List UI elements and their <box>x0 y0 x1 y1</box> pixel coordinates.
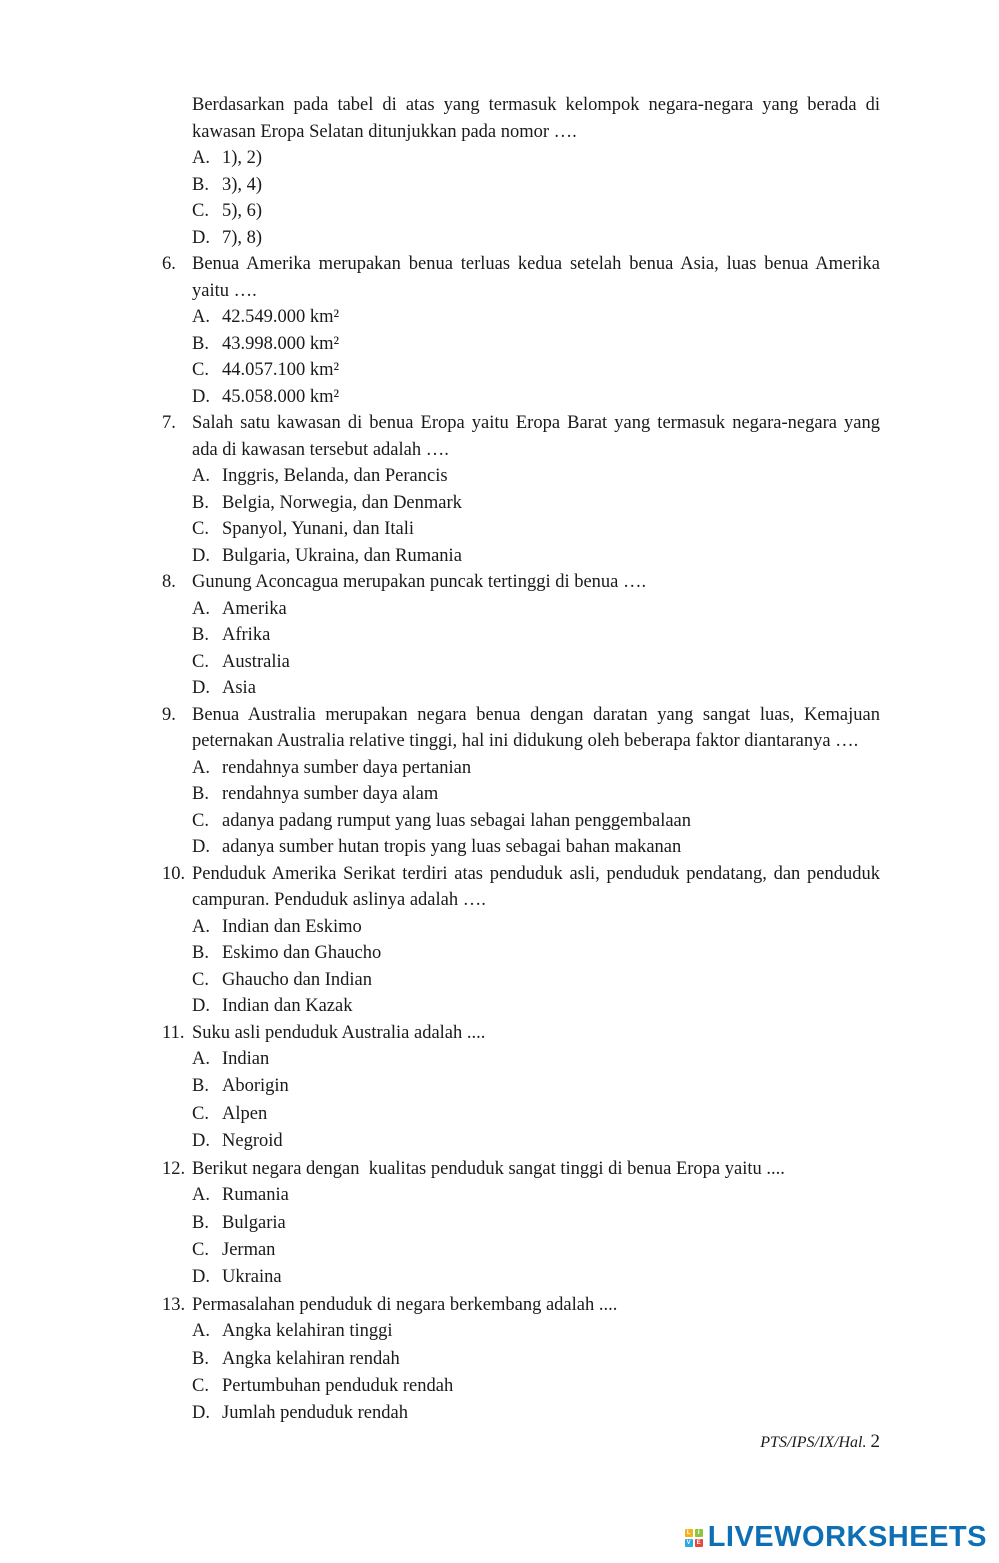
answer-option[interactable]: B. Aborigin <box>192 1076 289 1097</box>
question-13 <box>162 1292 880 1428</box>
question-number: 10. <box>162 863 186 884</box>
question-12 <box>162 1156 880 1292</box>
question-text: 11. Suku asli penduduk Australia adalah .... <box>162 1020 880 1047</box>
answer-option[interactable]: A. Inggris, Belanda, dan Perancis <box>192 466 448 486</box>
answer-option[interactable]: C. Spanyol, Yunani, dan Itali <box>192 519 414 539</box>
answer-options <box>162 1318 880 1428</box>
question-7 <box>162 410 880 569</box>
answer-option[interactable]: C. 5), 6) <box>192 201 263 221</box>
answer-option[interactable]: B. Belgia, Norwegia, dan Denmark <box>192 492 462 513</box>
answer-option[interactable]: D. 45.058.000 km² <box>192 386 340 407</box>
question-number: 13. <box>162 1294 186 1315</box>
answer-option[interactable]: B. Eskimo dan Ghaucho <box>192 943 382 963</box>
question-6 <box>162 251 880 410</box>
question-intro <box>162 92 880 251</box>
question-text: 12. Berikut negara dengan kualitas penduduk sangat tinggi di benua Eropa yaitu .... <box>162 1156 880 1183</box>
answer-option[interactable]: D. 7), 8) <box>192 227 263 248</box>
answer-option[interactable]: A. Indian dan Eskimo <box>192 916 362 937</box>
logo-tile: E <box>696 1539 701 1546</box>
answer-options <box>162 304 880 410</box>
answer-option[interactable]: D. Negroid <box>192 1131 283 1152</box>
answer-option[interactable]: D. Bulgaria, Ukraina, dan Rumania <box>192 545 462 566</box>
logo-tile: I <box>695 1529 703 1537</box>
answer-options <box>162 755 880 861</box>
logo-grid-icon <box>685 1529 703 1547</box>
question-number: 12. <box>162 1158 186 1179</box>
answer-option[interactable]: D. Ukraina <box>192 1267 282 1288</box>
question-11 <box>162 1020 880 1156</box>
brand-name: LIVEWORKSHEETS <box>707 1521 987 1553</box>
question-text: Berdasarkan pada tabel di atas yang termasuk kelompok negara-negara yang berada di kawasan Eropa Selatan ditunjukkan pada nomor …. <box>192 95 880 142</box>
question-text: 8. Gunung Aconcagua merupakan puncak tertinggi di benua …. <box>162 569 880 596</box>
question-number: 7. <box>162 413 176 433</box>
page-footer <box>760 1431 880 1453</box>
footer-label: PTS/IPS/IX/Hal <box>760 1434 863 1451</box>
answer-option[interactable]: C. Australia <box>192 651 290 672</box>
answer-option[interactable]: B. Bulgaria <box>192 1212 286 1233</box>
answer-option[interactable]: A. Amerika <box>192 598 287 619</box>
answer-options <box>162 1182 880 1292</box>
answer-option[interactable]: B. Afrika <box>192 625 271 645</box>
answer-option[interactable]: C. Ghaucho dan Indian <box>192 969 373 990</box>
question-text: 9. Benua Australia merupakan negara benua dengan daratan yang sangat luas, Kemajuan peternakan Australia relative tinggi, hal ini didukung oleh beberapa faktor diantaranya …. <box>162 702 880 755</box>
question-8 <box>162 569 880 702</box>
page-number: 2 <box>870 1431 880 1452</box>
answer-option[interactable]: A. Angka kelahiran tinggi <box>192 1321 393 1342</box>
question-number: 11. <box>162 1022 185 1043</box>
question-9 <box>162 702 880 861</box>
answer-option[interactable]: A. Rumania <box>192 1185 289 1206</box>
answer-options <box>162 145 880 251</box>
answer-option[interactable]: D. Asia <box>192 678 256 698</box>
answer-options <box>162 914 880 1020</box>
question-number: 6. <box>162 254 176 274</box>
liveworksheets-logo[interactable] <box>685 1521 987 1554</box>
answer-option[interactable]: B. 43.998.000 km² <box>192 333 340 354</box>
answer-option[interactable]: A. 42.549.000 km² <box>192 307 340 327</box>
worksheet-page <box>162 92 880 1428</box>
answer-option[interactable]: C. Jerman <box>192 1239 276 1260</box>
answer-option[interactable]: C. Pertumbuhan penduduk rendah <box>192 1376 454 1397</box>
logo-tile: V <box>686 1539 691 1546</box>
logo-tile: L <box>685 1529 693 1537</box>
answer-options <box>162 463 880 569</box>
question-number: 9. <box>162 704 176 725</box>
footer-separator: . <box>862 1434 867 1451</box>
answer-option[interactable]: A. 1), 2) <box>192 148 263 168</box>
question-number: 8. <box>162 572 176 592</box>
answer-option[interactable]: A. rendahnya sumber daya pertanian <box>192 757 472 778</box>
answer-option[interactable]: C. adanya padang rumput yang luas sebagai lahan penggembalaan <box>192 810 692 831</box>
question-text: 7. Salah satu kawasan di benua Eropa yaitu Eropa Barat yang termasuk negara-negara yang ada di kawasan tersebut adalah …. <box>162 410 880 463</box>
answer-option[interactable]: C. Alpen <box>192 1103 268 1124</box>
answer-option[interactable]: B. 3), 4) <box>192 174 263 195</box>
answer-option[interactable]: B. rendahnya sumber daya alam <box>192 784 439 804</box>
answer-options <box>162 1046 880 1156</box>
answer-option[interactable]: A. Indian <box>192 1049 270 1069</box>
question-text: 10. Penduduk Amerika Serikat terdiri atas penduduk asli, penduduk pendatang, dan penduduk campuran. Penduduk aslinya adalah …. <box>162 861 880 914</box>
answer-option[interactable]: D. Indian dan Kazak <box>192 996 353 1016</box>
question-10 <box>162 861 880 1020</box>
question-text: 6. Benua Amerika merupakan benua terluas kedua setelah benua Asia, luas benua Amerika yaitu …. <box>162 251 880 304</box>
answer-option[interactable]: D. adanya sumber hutan tropis yang luas sebagai bahan makanan <box>192 837 682 857</box>
question-text: 13. Permasalahan penduduk di negara berkembang adalah .... <box>162 1292 880 1319</box>
answer-options <box>162 596 880 702</box>
answer-option[interactable]: B. Angka kelahiran rendah <box>192 1348 400 1369</box>
answer-option[interactable]: C. 44.057.100 km² <box>192 360 340 380</box>
answer-option[interactable]: D. Jumlah penduduk rendah <box>192 1403 408 1424</box>
